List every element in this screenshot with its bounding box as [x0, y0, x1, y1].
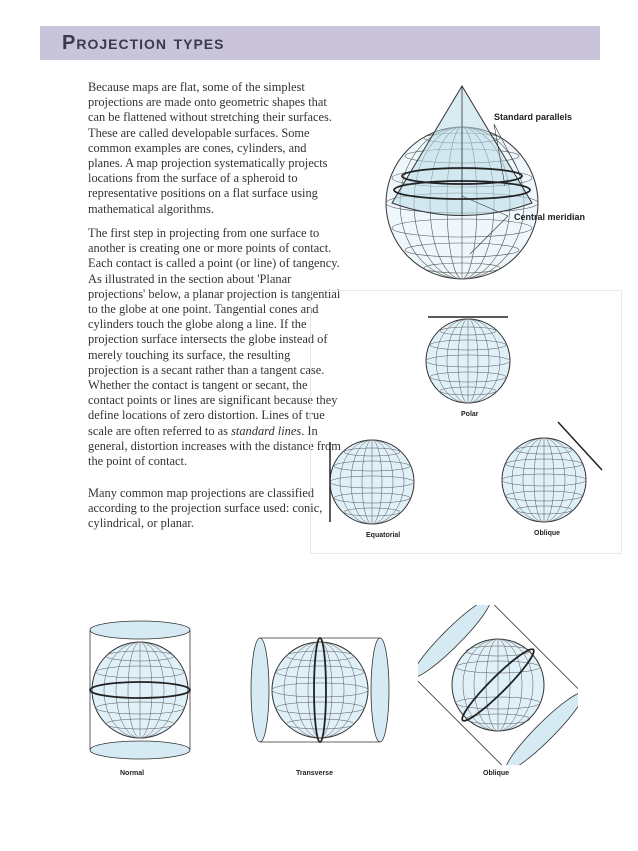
planar-equatorial-figure — [318, 430, 418, 530]
cylindrical-transverse-figure — [245, 630, 395, 750]
cylindrical-oblique-figure — [418, 605, 578, 765]
caption-cylindrical-oblique: Oblique — [483, 770, 510, 777]
conic-projection-figure — [370, 78, 610, 308]
title-bar — [40, 26, 600, 60]
planar-oblique-figure — [490, 418, 610, 528]
standard-lines-term: standard lines — [231, 423, 302, 438]
standard-parallels-label: Standard parallels — [494, 112, 573, 122]
caption-planar-oblique: Oblique — [534, 530, 561, 537]
caption-transverse: Transverse — [296, 770, 333, 777]
paragraph-contact-end: . In general, distortion increases with the distance from the point of contact. — [88, 423, 341, 469]
cylindrical-normal-figure — [82, 618, 202, 764]
paragraph-contact-text: The first step in projecting from one surface to another is creating one or more points of contact. Each contact is called a point (or line) of tangency. As illustrated in the section about 'Planar projections' below, a planar projection is tangential to the globe at one point. Tangential cones and cylinders touch the globe along a line. If the projection surface intersects the globe instead of merely touching its surface, the resulting projection is a secant rather than a tangent case. Whether the contact is tangent or secant, the contact points or lines are significant because they define locations of zero distortion. Lines of true scale are often referred to as — [88, 226, 341, 438]
central-meridian-label: Central meridian — [514, 212, 586, 222]
caption-equatorial: Equatorial — [366, 532, 401, 539]
page-title: Projection types — [62, 32, 225, 54]
paragraph-intro: Because maps are flat, some of the simplest projections are made onto geometric shapes that can be flattened without stretching their surfaces. These are called developable surfaces. Some common examples are cones, cylinders, and planes. A map projection systematically projects locations from the surface of a spheroid to representative positions on a flat surface using mathematical algorithms. — [88, 80, 332, 216]
planar-polar-figure — [420, 305, 516, 405]
caption-normal: Normal — [120, 770, 145, 777]
paragraph-contact — [88, 226, 343, 469]
caption-polar: Polar — [461, 411, 479, 418]
paragraph-classification: Many common map projections are classified according to the projection surface used: conic, cylindrical, or planar. — [88, 486, 323, 531]
